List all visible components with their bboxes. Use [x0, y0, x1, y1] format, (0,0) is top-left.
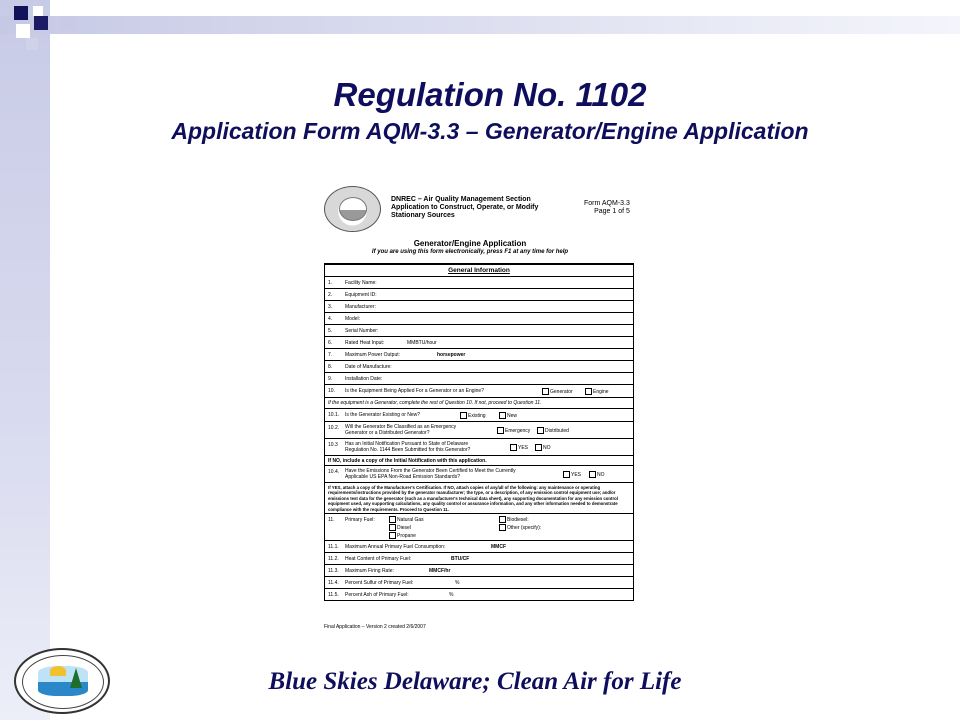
form-row: [325, 422, 633, 439]
row-number: 9.: [328, 376, 333, 382]
checkbox-icon: [497, 427, 504, 434]
row-number: 11.5.: [328, 592, 339, 598]
row-label: Percent Ash of Primary Fuel:: [345, 592, 409, 598]
row-label-line: Applicable US EPA Non-Road Emission Standards?: [345, 474, 460, 480]
form-row: [325, 565, 633, 577]
form-row: [325, 301, 633, 313]
form-code: Form AQM-3.3: [584, 200, 630, 207]
fuel-options-left: [387, 516, 424, 540]
emergency-option[interactable]: [495, 427, 530, 434]
row-label: Date of Manufacture:: [345, 364, 392, 370]
row-label-line: Have the Emissions From the Generator Been Certified to Meet the Currently: [345, 468, 516, 474]
top-decor-bar: [0, 16, 960, 34]
row-label: Primary Fuel:: [345, 517, 375, 523]
row-number: 11.4.: [328, 580, 339, 586]
row-unit: MMBTU/hour: [407, 340, 437, 346]
option-label: Generator: [550, 388, 573, 395]
form-row: [325, 514, 633, 541]
decor-square: [16, 24, 30, 38]
checkbox-icon: [389, 524, 396, 531]
row-number: 8.: [328, 364, 333, 370]
row-unit: MMCF/hr: [429, 568, 451, 574]
checkbox-icon: [535, 444, 542, 451]
option-label: Distributed: [545, 427, 569, 434]
slide-tagline: Blue Skies Delaware; Clean Air for Life: [268, 668, 682, 695]
option-label: Diesel: [397, 524, 411, 531]
form-code-block: [584, 200, 630, 216]
form-subtitle: If you are using this form electronically, press F1 at any time for help: [371, 249, 569, 255]
form-row: [325, 349, 633, 361]
row-label: [345, 424, 456, 436]
form-row: [325, 325, 633, 337]
checkbox-icon: [589, 471, 596, 478]
form-note-row: [325, 483, 633, 514]
form-row: [325, 541, 633, 553]
yes-option[interactable]: [508, 444, 528, 451]
option-label: Biodiesel:: [507, 516, 529, 523]
checkbox-icon: [542, 388, 549, 395]
decor-square: [14, 6, 28, 20]
form-row: [325, 577, 633, 589]
row-number: 11.2.: [328, 556, 339, 562]
row-label: Is the Equipment Being Applied For a Generator or an Engine?: [345, 388, 484, 394]
row-number: 11.1.: [328, 544, 339, 550]
row-number: 5.: [328, 328, 333, 334]
form-note: If the equipment is a Generator, complete the rest of Question 10. If not, proceed to Question 11.: [328, 400, 542, 406]
decor-square: [26, 38, 38, 50]
checkbox-icon: [499, 524, 506, 531]
form-note-row: [325, 456, 633, 466]
checkbox-icon: [499, 412, 506, 419]
checkbox-icon: [460, 412, 467, 419]
no-option[interactable]: [533, 444, 551, 451]
checkbox-icon: [499, 516, 506, 523]
option-label: Existing: [468, 412, 486, 419]
row-number: 10.4.: [328, 469, 340, 475]
form-row: [325, 289, 633, 301]
form-header-line: Stationary Sources: [391, 212, 455, 219]
form-header-line: DNREC – Air Quality Management Section: [391, 196, 531, 203]
decor-square: [34, 16, 48, 30]
form-footer: Final Application – Version 2 created 2/6/2007: [324, 624, 426, 630]
row-number: 7.: [328, 352, 333, 358]
fuel-option[interactable]: [387, 524, 424, 531]
checkbox-icon: [563, 471, 570, 478]
existing-option[interactable]: [458, 412, 486, 419]
checkbox-icon: [537, 427, 544, 434]
decor-square: [33, 6, 43, 16]
row-number: 6.: [328, 340, 333, 346]
form-row: [325, 385, 633, 398]
form-note: If NO, include a copy of the Initial Notification with this application.: [328, 458, 487, 464]
row-number: 10.2.: [328, 425, 340, 431]
slide-subtitle: Application Form AQM-3.3 – Generator/Engine Application: [171, 118, 809, 144]
general-info-table: [324, 263, 634, 601]
row-number: 2.: [328, 292, 333, 298]
generator-option[interactable]: [540, 388, 573, 395]
row-number: 1.: [328, 280, 333, 286]
option-label: Propane: [397, 532, 416, 539]
form-row: [325, 277, 633, 289]
section-header: General Information: [325, 265, 633, 277]
engine-option[interactable]: [583, 388, 609, 395]
row-label: [345, 441, 470, 453]
form-header: [391, 196, 561, 220]
option-label: NO: [543, 444, 551, 451]
fuel-option[interactable]: [387, 532, 424, 539]
form-page-number: Page 1 of 5: [594, 208, 630, 215]
form-title: Generator/Engine Application: [413, 239, 527, 248]
row-label: [345, 468, 516, 480]
dnrec-seal-icon: [324, 186, 381, 232]
form-header-line: Application to Construct, Operate, or Modify: [391, 204, 539, 211]
fuel-option[interactable]: [497, 524, 541, 531]
left-decor-bar: [0, 0, 50, 720]
row-label: Manufacturer:: [345, 304, 376, 310]
distributed-option[interactable]: [535, 427, 569, 434]
row-label: Maximum Power Output:: [345, 352, 401, 358]
form-note: If YES, attach a copy of the Manufacturer's Certification. If NO, attach copies of any/all of the following: any maintenance or operating requirements/instructions provided by the generator manufacturer; the type, or a description, of any emission control equipment use; and/or emissions test data for the generator (such as a manufacturer's technical data sheet), any supporting documentation for any emission control equipment used, any supporting calculations, any quality control or assurance information, and any other information needed to demonstrate compliance with the requirements. Proceed to Question 11.: [328, 485, 618, 512]
row-label: Maximum Firing Rate:: [345, 568, 394, 574]
row-number: 3.: [328, 304, 333, 310]
form-note-row: [325, 398, 633, 409]
option-label: Emergency: [505, 427, 531, 434]
form-row: [325, 589, 633, 600]
row-label: Percent Sulfur of Primary Fuel:: [345, 580, 414, 586]
checkbox-icon: [585, 388, 592, 395]
row-label-line: Regulation No. 1144 Been Submitted for this Generator?: [345, 447, 471, 453]
form-row: [325, 373, 633, 385]
form-row: [325, 337, 633, 349]
form-row: [325, 409, 633, 422]
row-label: Facility Name:: [345, 280, 377, 286]
option-label: NO: [597, 471, 605, 478]
row-unit: %: [449, 592, 454, 598]
row-number: 11.3.: [328, 568, 339, 574]
row-unit: horsepower: [437, 352, 466, 358]
row-label-line: Generator or a Distributed Generator?: [345, 430, 430, 436]
decor-square: [60, 16, 74, 30]
row-label-line: Will the Generator Be Classified as an Emergency: [345, 424, 457, 430]
row-label: Model:: [345, 316, 361, 322]
row-label: Rated Heat Input:: [345, 340, 385, 346]
checkbox-icon: [510, 444, 517, 451]
option-label: Other (specify):: [507, 524, 542, 531]
row-number: 10.3: [328, 442, 338, 448]
checkbox-icon: [389, 516, 396, 523]
form-row: [325, 466, 633, 483]
dnrec-seal-logo-icon: [14, 648, 110, 714]
form-row: [325, 439, 633, 456]
slide-title: Regulation No. 1102: [333, 76, 647, 113]
form-row: [325, 361, 633, 373]
option-label: Natural Gas: [397, 516, 424, 523]
new-option[interactable]: [497, 412, 517, 419]
option-label: YES: [518, 444, 529, 451]
fuel-options-right: [497, 516, 541, 532]
fuel-option[interactable]: [387, 516, 424, 523]
row-label: Serial Number:: [345, 328, 379, 334]
row-label: Heat Content of Primary Fuel:: [345, 556, 412, 562]
form-row: [325, 313, 633, 325]
row-number: 4.: [328, 316, 333, 322]
row-label: Equipment ID:: [345, 292, 377, 298]
row-unit: %: [455, 580, 460, 586]
row-label-line: Has an Initial Notification Pursuant to State of Delaware: [345, 441, 469, 447]
fuel-option[interactable]: [497, 516, 541, 523]
form-row: [325, 553, 633, 565]
option-label: YES: [571, 471, 582, 478]
yes-option[interactable]: [561, 471, 581, 478]
row-label: Maximum Annual Primary Fuel Consumption:: [345, 544, 446, 550]
no-option[interactable]: [587, 471, 605, 478]
option-label: Engine: [593, 388, 609, 395]
option-label: New: [507, 412, 518, 419]
row-label: Is the Generator Existing or New?: [345, 412, 421, 418]
row-unit: MMCF: [491, 544, 506, 550]
row-label: Installation Date:: [345, 376, 383, 382]
form-image: [294, 170, 647, 642]
row-number: 10.: [328, 388, 335, 394]
row-number: 10.1.: [328, 412, 340, 418]
row-unit: BTU/CF: [451, 556, 470, 562]
row-number: 11.: [328, 517, 335, 523]
checkbox-icon: [389, 532, 396, 539]
